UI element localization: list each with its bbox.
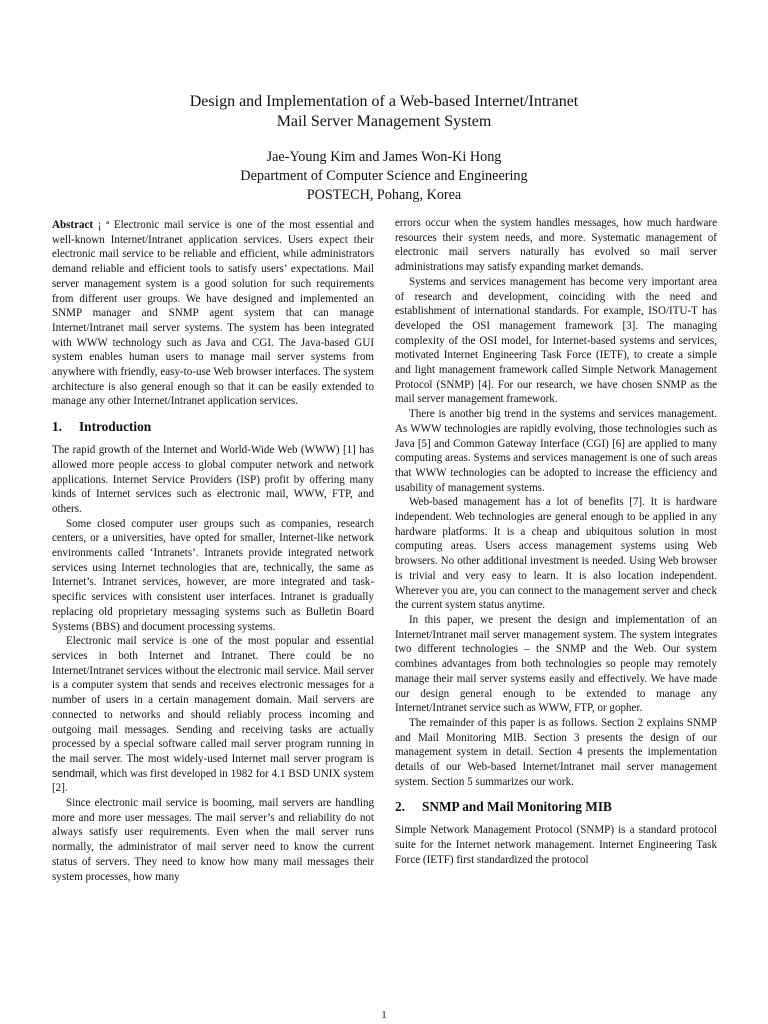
paragraph-split-part-1: Since electronic mail service is booming, mail servers are handling more and more user messages. The mail server’s and reliability do not always satisfy user requirements. Even when the mail server runs normally, the administrator of mail server need to know the current status of servers. They need to know how many mail messages their system processes, how many	[52, 797, 374, 883]
paper-title	[0, 92, 768, 132]
paragraph: The rapid growth of the Internet and World-Wide Web (WWW) [1] has allowed more people access to global computer network and network applications. Internet Service Providers (ISP) profit by offering many kinds of Internet services such as electronic mail, WWW, FTP, and others.	[52, 444, 374, 515]
section-2-number: 2.	[395, 799, 405, 815]
author-location: POSTECH, Pohang, Korea	[306, 187, 462, 203]
paragraph: In this paper, we present the design and implementation of an Internet/Intranet mail server management system. The system integrates two different technologies – the SNMP and the Web. Our system combines advantages from both technologies so people may remotely manage their mail server systems easily and effectively. We have made our design general enough to be extended to manage any Internet/Intranet service such as WWW, FTP, or gopher.	[395, 613, 717, 715]
abstract-separator: ¡ ª	[93, 219, 114, 231]
right-column	[395, 216, 717, 868]
author-names: Jae-Young Kim and James Won-Ki Hong	[266, 149, 502, 165]
section-2-title: SNMP and Mail Monitoring MIB	[422, 799, 612, 815]
code-term: sendmail	[52, 767, 95, 780]
section-2-heading	[395, 798, 717, 815]
title-line-1: Design and Implementation of a Web-based Internet/Intranet	[189, 93, 579, 110]
page-number: 1	[381, 1009, 387, 1021]
paragraph-text: Electronic mail service is one of the most popular and essential services in both Internet and Intranet. There could be no Internet/Intranet services without the electronic mail service. Mail server is a computer system that sends and receives electronic messages for a number of users in a certain management domain. Mail servers are connected to networks and should reliably process incoming and outgoing mail messages. Sending and receiving tasks are actually processed by a special software called mail server program running in the mail server. The most widely-used Internet mail server program is	[52, 635, 374, 765]
title-line-2: Mail Server Management System	[276, 113, 492, 130]
paragraph: Simple Network Management Protocol (SNMP) is a standard protocol suite for the Internet network management. Internet Engineering Task Force (IETF) first standardized the protocol	[395, 824, 717, 866]
paragraph-text: , which was first developed in 1982 for 4.1 BSD UNIX system [2].	[52, 767, 374, 795]
paragraph: There is another big trend in the systems and services management. As WWW technologies are rapidly evolving, those technologies such as Java [5] and Common Gateway Interface (CGI) [6] are applied to many computing areas. Systems and services management is one of such areas that WWW technologies can be adopted to increase the efficiency and usability of management systems.	[395, 408, 717, 494]
section-1-heading	[52, 418, 374, 435]
paragraph: Systems and services management has become very important area of research and development, coinciding with the need and establishment of international standards. For example, ISO/ITU-T has developed the OSI management framework [3]. The managing complexity of the OSI model, for Internet-based systems and services, motivated Internet Engineering Task Force (IETF), to create a simple and light management framework called Simple Network Management Protocol (SNMP) [4]. For our research, we have chosen SNMP as the mail server management framework.	[395, 275, 717, 406]
paragraph: The remainder of this paper is as follows. Section 2 explains SNMP and Mail Monitoring MIB. Section 3 presents the design of our management system in detail. Section 4 presents the implementation details of our Web-based Internet/Intranet mail server management system. Section 5 summarizes our work.	[395, 716, 717, 788]
paragraph	[52, 634, 374, 796]
author-affiliation: Department of Computer Science and Engineering	[240, 168, 528, 184]
section-1-title: Introduction	[79, 419, 152, 435]
abstract	[52, 218, 374, 409]
section-1-number: 1.	[52, 419, 62, 435]
paragraph: Web-based management has a lot of benefits [7]. It is hardware independent. Web technologies are general enough to be applied in any hardware platforms. It is a cheap and ubiquitous solution in most computing areas. Users access management systems using Web browsers. No other additional investment is needed. Using Web browser is trivial and very easy to learn. It is also location independent. Wherever you are, you can connect to the management server and check the current system status anytime.	[395, 496, 717, 612]
paragraph-split-part-2: errors occur when the system handles messages, how much hardware resources their system needs, and more. Systematic management of electronic mail servers naturally has evolved so mail server administrations may satisfy expanding market demands.	[395, 217, 717, 274]
author-block	[0, 148, 768, 205]
abstract-text: Electronic mail service is one of the most essential and well-known Internet/Intranet application services. Users expect their electronic mail service to be reliable and efficient, while administrators demand reliable and efficient tools to satisfy users’ expectations. Mail server management system is a good solution for such requirements from different user groups. We have designed and implemented an SNMP manager and SNMP agent system that can manage Internet/Intranet mail server systems. The system has been integrated with WWW technology such as Java and CGI. The Java-based GUI system enables human users to manage mail server systems from anywhere with friendly, easy-to-use Web browser interfaces. The system architecture is also general enough so that it can be easily extended to manage any other Internet/Intranet application services.	[52, 219, 375, 408]
paragraph: Some closed computer user groups such as companies, research centers, or a universities, have opted for smaller, Internet-like network environments called ‘Intranets’. Intranets provide integrated network services using Internet technologies that are, technically, the same as Internet’s. Intranet services, however, are more integrated and task-specific services with consistent user interfaces. Intranet is gradually replacing old proprietary messaging systems such as Bulletin Board Systems (BBS) and document processing systems.	[52, 517, 374, 633]
left-column	[52, 218, 374, 884]
abstract-label: Abstract	[52, 219, 94, 231]
